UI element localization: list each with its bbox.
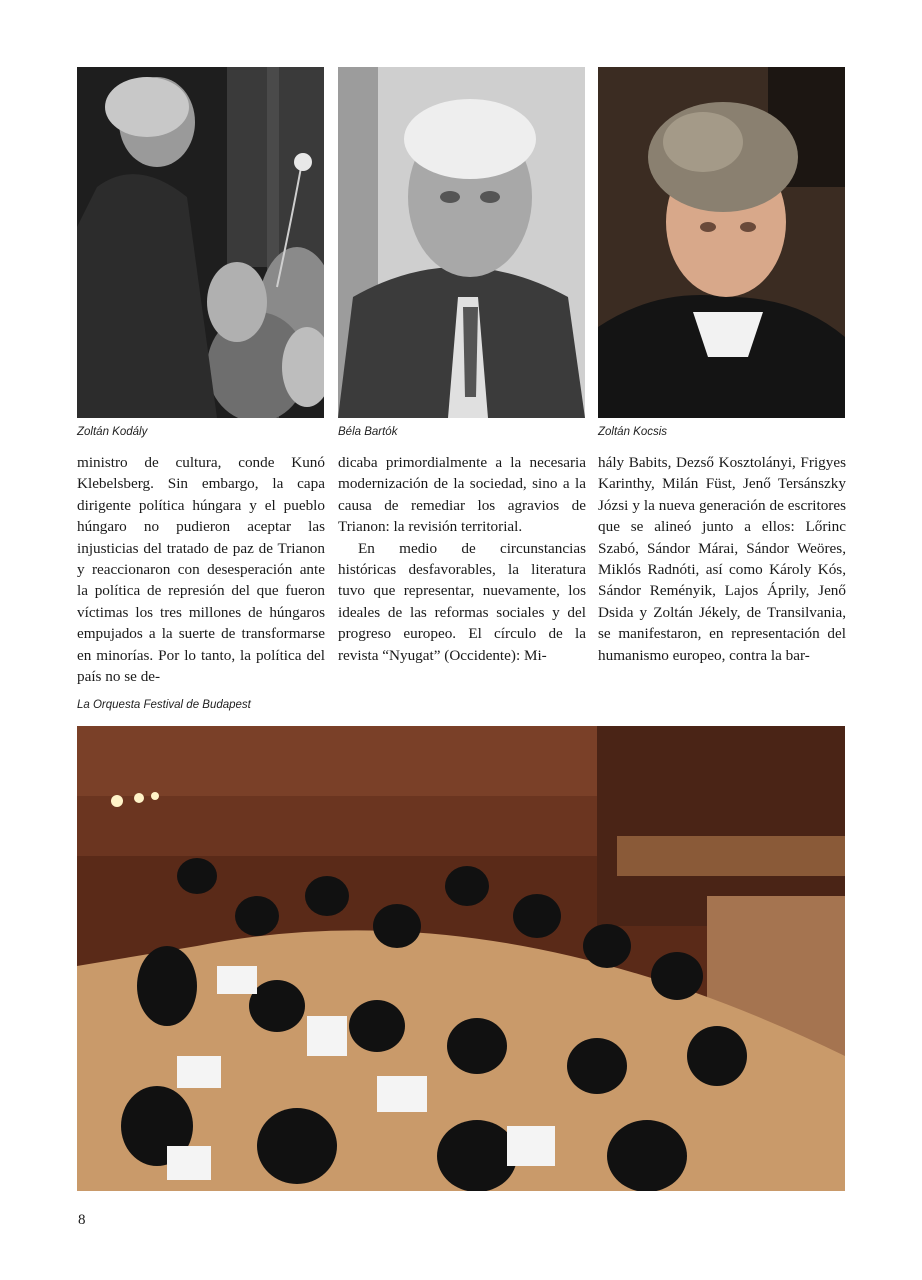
photo-bartok	[338, 67, 585, 418]
photo-kocsis	[598, 67, 845, 418]
paragraph: ministro de cultura, conde Kunó Klebelsberg. Sin embargo, la capa dirigente política húngara y el pueblo húngaro no pudieron aceptar las injusticias del tratado de paz de Trianon y reaccionaron con desesperación ante la política de represión del que fueron víctimas los tres millones de húngaros empujados a la suerte de transformarse en minorías. Por lo tanto, la política del país no se de-	[77, 454, 325, 686]
text-column-1	[77, 452, 325, 687]
caption-bartok: Béla Bartók	[338, 426, 398, 438]
caption-orchestra: La Orquesta Festival de Budapest	[77, 699, 251, 711]
caption-kocsis: Zoltán Kocsis	[598, 426, 668, 438]
paragraph: En medio de circunstancias históricas desfavorables, la literatura tuvo que representar, nuevamente, los ideales de las reformas sociales y del progreso europeo. El círculo de la revista “Nyugat” (Occidente): Mi-	[338, 539, 586, 664]
page-number: 8	[78, 1212, 86, 1228]
text-column-2	[338, 452, 586, 666]
text-column-3	[598, 452, 846, 666]
photo-orchestra	[77, 726, 845, 1191]
caption-kodaly: Zoltán Kodály	[77, 426, 148, 438]
paragraph: dicaba primordialmente a la necesaria modernización de la sociedad, sino a la causa de remediar los agravios de Trianon: la revisión territorial.	[338, 454, 586, 536]
paragraph: hály Babits, Dezső Kosztolányi, Frigyes Karinthy, Milán Füst, Jenő Tersánszky Józsi y la nueva generación de escritores que se alineó junto a ellos: Lőrinc Szabó, Sándor Márai, Sándor Weöres, Miklós Radnóti, así como Károly Kós, Sándor Reményik, Lajos Áprily, Jenő Dsida y Zoltán Jékely, de Transilvania, se manifestaron, en representación del humanismo europeo, contra la bar-	[598, 454, 846, 664]
photo-kodaly	[77, 67, 324, 418]
